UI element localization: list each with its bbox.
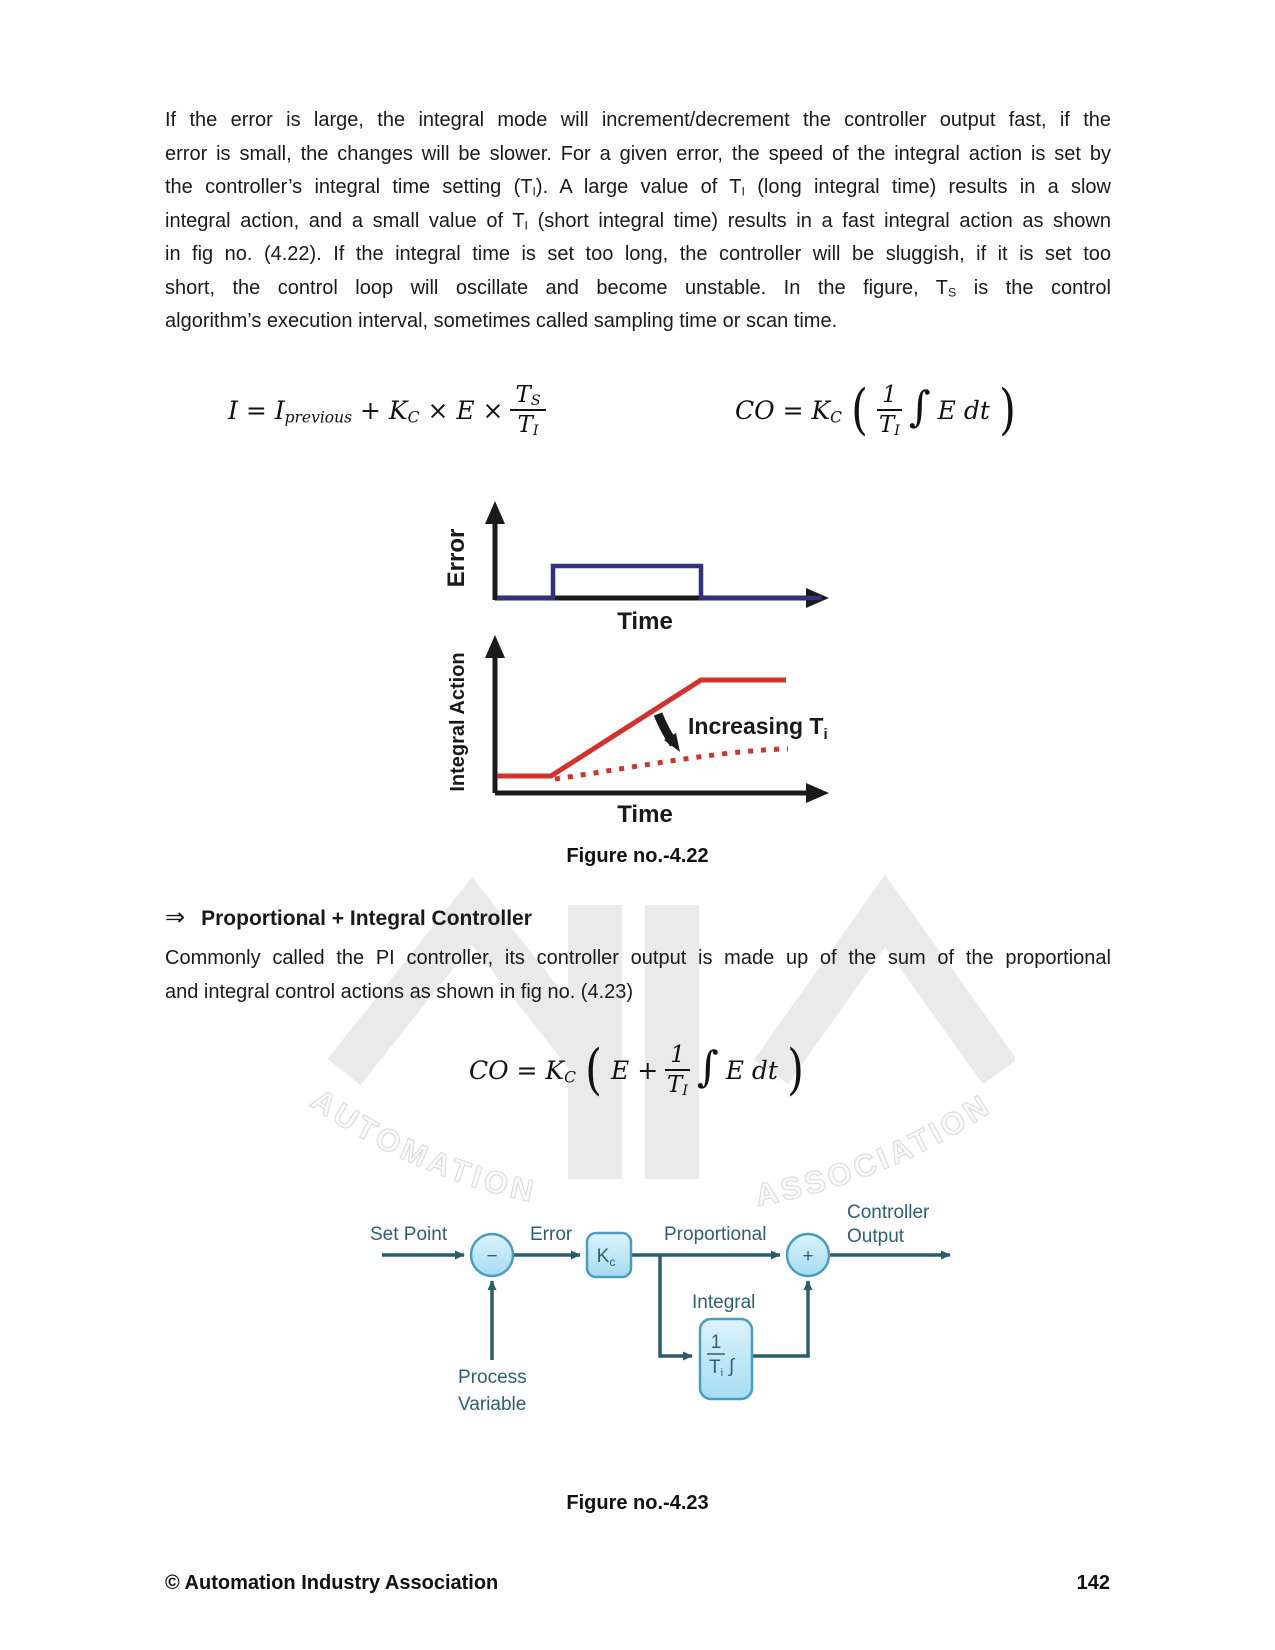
integrator-frac-num: 1 <box>710 1332 722 1353</box>
controller-output-label-2: Output <box>847 1226 905 1247</box>
formula-text: E dt <box>937 395 990 425</box>
rightward-double-arrow-bullet: ⇒ <box>165 904 186 931</box>
right-paren: ) <box>787 1038 804 1101</box>
time-axis-label-top: Time <box>617 608 673 635</box>
co-integral-formula <box>735 368 1018 452</box>
fraction-numerator: 1 <box>665 1043 690 1071</box>
figure-4-22-caption: Figure no.-4.22 <box>566 845 709 867</box>
left-paren: ( <box>851 378 869 441</box>
step-input-line <box>497 566 822 598</box>
formula-text: CO = $K_C$ <box>735 395 843 426</box>
intro-paragraph <box>165 104 1111 339</box>
fraction-numerator: 1 <box>877 383 902 411</box>
fraction-denominator: $T_I$ <box>667 1072 689 1100</box>
error-label: Error <box>530 1224 573 1245</box>
integrator-frac-den: Ti <box>708 1357 724 1379</box>
left-paren: ( <box>585 1038 602 1101</box>
formula-text: $I = I_{previous} + K_C \times E$ × <box>228 395 504 426</box>
figure-4-22 <box>430 488 885 836</box>
footer-copyright: © Automation Industry Association <box>165 1572 499 1594</box>
time-axis-label-bottom: Time <box>617 801 673 828</box>
integral-sign: ∫ <box>696 1042 719 1091</box>
section-heading <box>165 903 532 932</box>
paragraph-line: the controller’s integral time setting $(T_I)$. A large value of $T_I$ (long integral time) results in a slow <box>165 176 1112 199</box>
integrator-block <box>700 1319 752 1399</box>
kc-block-label: $K_c$ <box>596 1246 616 1269</box>
integral-out-line <box>752 1354 808 1356</box>
integral-action-axis-label: Integral Action <box>447 652 469 792</box>
integral-x-axis-arrow-icon <box>806 783 829 803</box>
paragraph-line: in fig no. (4.22). If the integral time is set too long, the controller will be sluggish, if it is set too <box>165 243 1111 265</box>
paragraph-line: short, the control loop will oscillate and become unstable. In the figure, $T_S$ is the control <box>165 276 1111 300</box>
integral-label: Integral <box>692 1292 756 1313</box>
paragraph-line: integral action, and a small value of $T_I$ (short integral time) results in a fast integral action as shown <box>165 209 1111 233</box>
fraction <box>510 381 545 440</box>
paragraph-line: and integral control actions as shown in fig no. (4.23) <box>165 980 634 1003</box>
increasing-ti-annotation: Increasing $T_i$ <box>688 713 828 743</box>
set-point-label: Set Point <box>370 1224 448 1245</box>
integrator-int-sign: ∫ <box>729 1356 735 1377</box>
integral-increment-formula <box>228 368 546 452</box>
integral-branch-line <box>660 1255 662 1356</box>
figure-4-23-caption: Figure no.-4.23 <box>566 1492 709 1514</box>
fraction-numerator: $T_S$ <box>510 383 545 411</box>
error-y-axis-arrow-icon <box>485 501 505 524</box>
formula-text: E dt <box>725 1055 778 1085</box>
proportional-label: Proportional <box>664 1224 767 1245</box>
fraction <box>877 381 902 440</box>
section-heading-text: Proportional + Integral Controller <box>201 907 532 930</box>
right-paren: ) <box>998 378 1016 441</box>
paragraph-line: error is small, the changes will be slower. For a given error, the speed of the integral action is set by <box>165 142 1111 165</box>
minus-sign: − <box>486 1246 498 1267</box>
fraction-denominator: $T_I$ <box>517 412 539 440</box>
integral-y-axis-arrow-icon <box>485 635 505 658</box>
integral-sign: ∫ <box>908 382 931 431</box>
pi-controller-formula <box>469 1028 806 1112</box>
controller-output-label-1: Controller <box>847 1202 930 1223</box>
plus-sign: + <box>802 1246 814 1267</box>
fraction <box>665 1041 690 1100</box>
paragraph-line: Commonly called the PI controller, its controller output is made up of the sum of the proportional <box>165 947 1111 969</box>
watermark-arc-text: AUTOMATION ASSOCIATION <box>304 1081 999 1213</box>
process-variable-label-2: Variable <box>458 1394 527 1415</box>
formula-text: CO = $K_C$ <box>468 1055 576 1086</box>
page-number: 142 <box>1076 1572 1110 1594</box>
fraction-denominator: $T_I$ <box>878 412 900 440</box>
error-axis-label: Error <box>443 528 470 588</box>
paragraph-line: algorithm’s execution interval, sometimes called sampling time or scan time. <box>165 310 838 332</box>
figure-4-23 <box>350 1130 965 1430</box>
formula-text: E + <box>611 1055 659 1085</box>
process-variable-label-1: Process <box>458 1367 527 1388</box>
paragraph-line: If the error is large, the integral mode will increment/decrement the controller output fast, if the <box>165 109 1111 131</box>
page-footer <box>165 1572 1110 1595</box>
pi-paragraph <box>165 942 1111 1009</box>
